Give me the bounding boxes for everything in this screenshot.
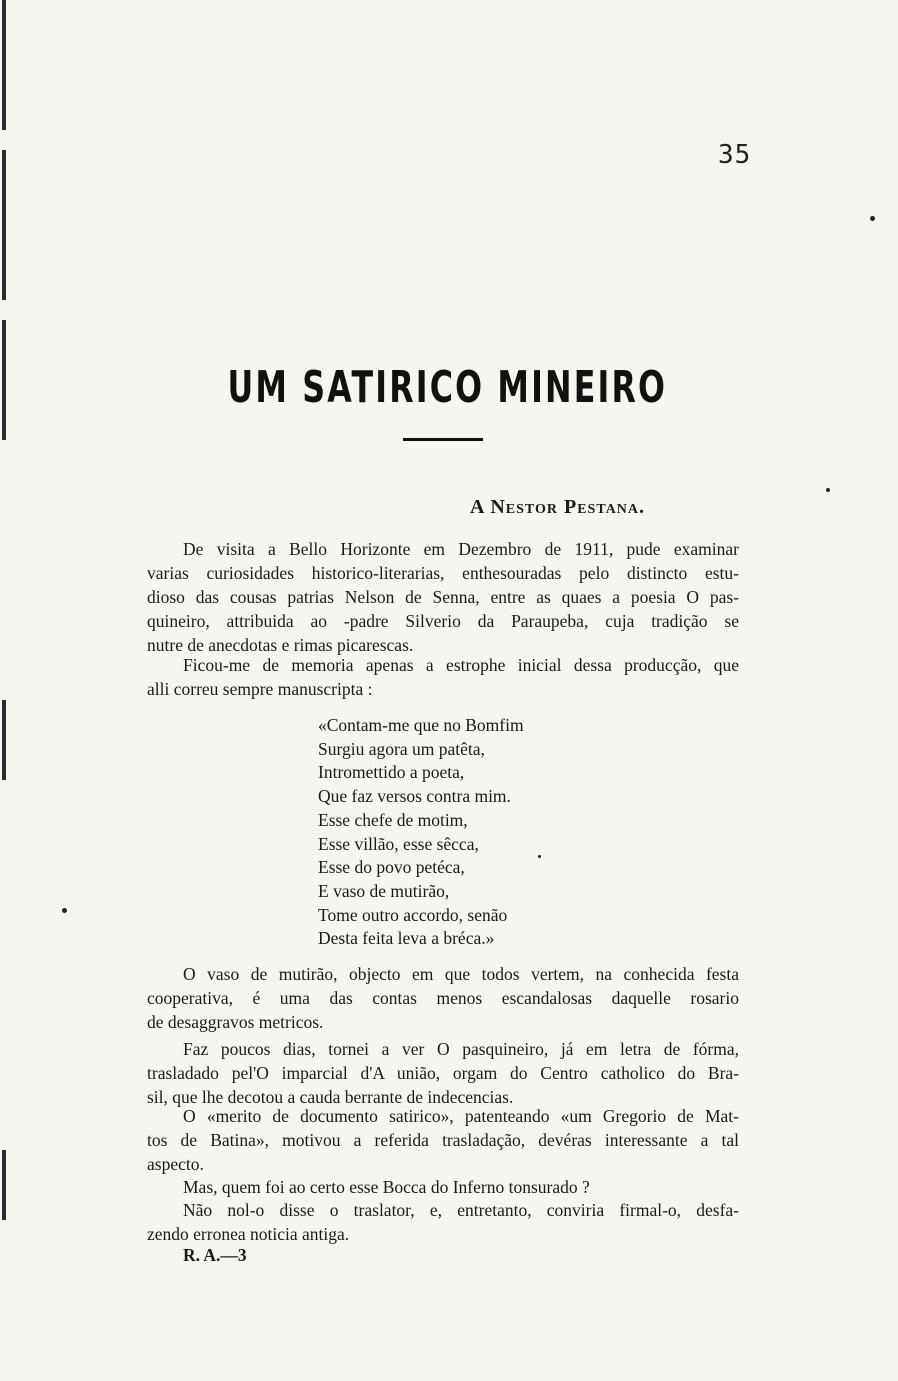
verse-line: Tome outro accordo, senão <box>318 904 508 925</box>
paragraph-line: Não nol-o disse o traslator, e, entretanto, conviria firmal-o, desfa- <box>183 1200 739 1220</box>
paragraph-line: O vaso de mutirão, objecto em que todos vertem, na conhecida festa <box>183 964 739 984</box>
verse-line: Esse do povo petéca, <box>318 857 465 878</box>
verse-line: Que faz versos contra mim. <box>318 786 511 807</box>
paragraph-line: O «merito de documento satirico», patenteando «um Gregorio de Mat- <box>183 1106 739 1126</box>
verse-line: Desta feita leva a bréca.» <box>318 928 495 949</box>
page-number: 35 <box>718 140 752 170</box>
paragraph-line: aspecto. <box>147 1154 204 1174</box>
paragraph-line: nutre de anecdotas e rimas picarescas. <box>147 635 414 655</box>
verse-line: Intromettido a poeta, <box>318 762 465 783</box>
page-edge-marks <box>0 0 14 1381</box>
paragraph-line: quineiro, attribuida ao -padre Silverio da Paraupeba, cuja tradição se <box>147 611 739 631</box>
verse-line: Esse villão, esse sêcca, <box>318 833 479 854</box>
paragraph-line: zendo erronea noticia antiga. <box>147 1224 350 1244</box>
paragraph-line: sil, que lhe decotou a cauda berrante de indecencias. <box>147 1087 514 1107</box>
verse-line: E vaso de mutirão, <box>318 880 450 901</box>
paragraph-line: varias curiosidades historico-literarias, enthesouradas pelo distincto estu- <box>147 563 739 583</box>
paragraph-4 <box>147 1037 739 1109</box>
paragraph-line: dioso das cousas patrias Nelson de Senna, entre as quaes a poesia O pas- <box>147 587 739 607</box>
title-rule <box>403 438 483 441</box>
dedication: A Nestor Pestana. <box>470 496 645 518</box>
signature-mark: R. A.—3 <box>183 1245 247 1265</box>
paragraph-3 <box>147 962 739 1034</box>
paragraph-line: Mas, quem foi ao certo esse Bocca do Inferno tonsurado ? <box>183 1177 590 1197</box>
paragraph-line: tos de Batina», motivou a referida trasladação, devéras interessante a tal <box>147 1130 739 1150</box>
ink-speck <box>826 488 830 492</box>
ink-speck <box>538 855 541 858</box>
ink-speck <box>62 908 67 913</box>
verse-line: «Contam-me que no Bomfim <box>318 715 524 735</box>
ink-speck <box>870 216 875 221</box>
paragraph-line: Ficou-me de memoria apenas a estrophe inicial dessa producção, que <box>183 655 739 675</box>
paragraph-line: de desaggravos metricos. <box>147 1012 324 1032</box>
paragraph-5 <box>147 1104 739 1176</box>
paragraph-6 <box>147 1175 739 1199</box>
verse-stanza <box>318 714 524 951</box>
paragraph-1 <box>147 537 739 657</box>
paragraph-line: alli correu sempre manuscripta : <box>147 679 373 699</box>
paragraph-line: trasladado pel'O imparcial d'A união, orgam do Centro catholico do Bra- <box>147 1063 739 1083</box>
verse-line: Esse chefe de motim, <box>318 809 468 830</box>
paragraph-line: De visita a Bello Horizonte em Dezembro de 1911, pude examinar <box>183 539 739 559</box>
paragraph-2 <box>147 653 739 701</box>
article-title: UM SATIRICO MINEIRO <box>227 362 668 413</box>
paragraph-7 <box>147 1198 739 1246</box>
verse-line: Surgiu agora um patêta, <box>318 738 485 759</box>
paragraph-line: Faz poucos dias, tornei a ver O pasquineiro, já em letra de fórma, <box>183 1039 739 1059</box>
paragraph-line: cooperativa, é uma das contas menos escandalosas daquelle rosario <box>147 988 739 1008</box>
